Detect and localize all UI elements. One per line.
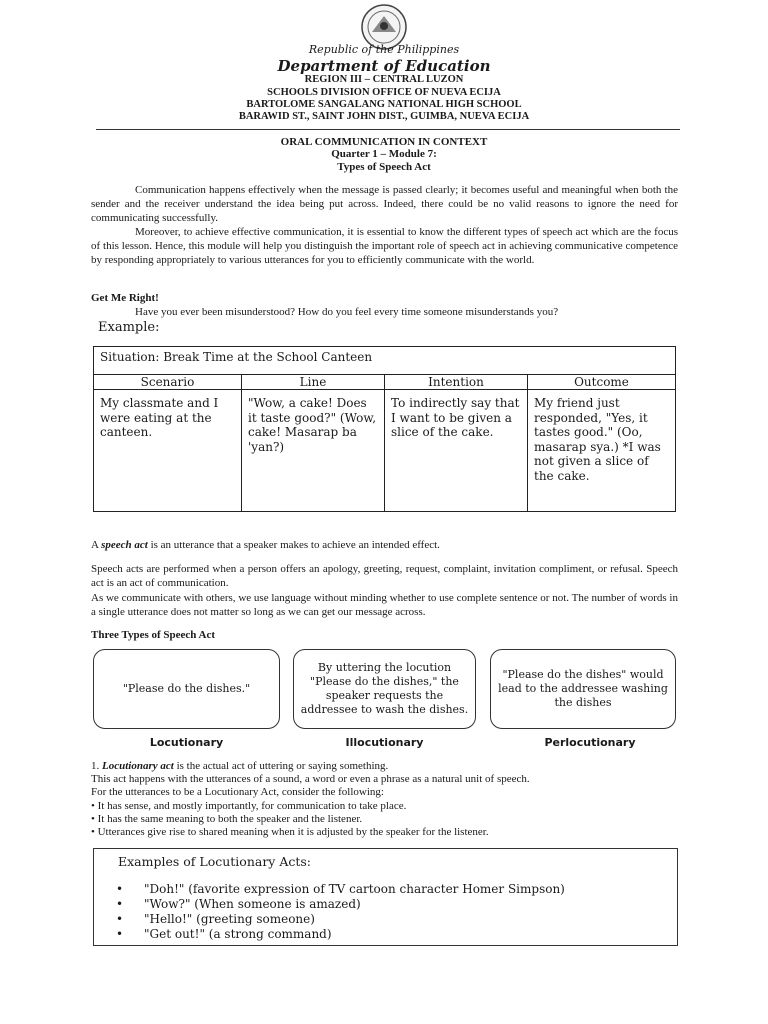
division-line: SCHOOLS DIVISION OFFICE OF NUEVA ECIJA	[267, 87, 501, 98]
table-cell-scenario: My classmate and I were eating at the canteen.	[94, 390, 242, 512]
list-item: • "Get out!" (a strong command)	[116, 927, 332, 941]
perlocutionary-card: "Please do the dishes" would lead to the addressee washing the dishes	[490, 649, 676, 729]
examples-list	[116, 882, 565, 942]
table-header-outcome: Outcome	[528, 375, 676, 390]
table-cell-outcome: My friend just responded, "Yes, it tastes good." (Oo, masarap sya.) *I was not given a slice of the cake.	[528, 390, 676, 512]
locutionary-section	[91, 760, 691, 839]
locutionary-line-3: For the utterances to be a Locutionary Act, consider the following:	[91, 786, 384, 799]
intro-paragraph-2: Moreover, to achieve effective communication, it is essential to know the different types of speech act which are the focus of this lesson. Hence, this module will help you distinguish the important role of speech act in achieving communicative competence by responding appropriately to various utterances for you to efficiently communicate with the world.	[91, 226, 678, 267]
section-heading-get-me-right: Get Me Right!	[91, 292, 159, 304]
speech-act-definition: A speech act is an utterance that a speaker makes to achieve an intended effect.	[91, 539, 440, 551]
locutionary-line-2: This act happens with the utterances of a sound, a word or even a phrase as a natural unit of speech.	[91, 773, 530, 786]
address-line: BARAWID ST., SAINT JOHN DIST., GUIMBA, NUEVA ECIJA	[238, 111, 530, 122]
examples-title: Examples of Locutionary Acts:	[118, 854, 312, 869]
illocutionary-card: By uttering the locution "Please do the dishes," the speaker requests the addressee to wash the dishes.	[293, 649, 476, 729]
table-cell-intention: To indirectly say that I want to be given a slice of the cake.	[385, 390, 528, 512]
school-line: BARTOLOME SANGALANG NATIONAL HIGH SCHOOL	[246, 99, 522, 110]
table-caption: Situation: Break Time at the School Canteen	[94, 347, 676, 375]
locutionary-term: Locutionary act	[102, 760, 174, 772]
table-header-intention: Intention	[385, 375, 528, 390]
subject-title: ORAL COMMUNICATION IN CONTEXT	[280, 136, 488, 148]
examples-box	[93, 848, 678, 946]
region-line: REGION III – CENTRAL LUZON	[304, 74, 464, 85]
list-item: • "Wow?" (When someone is amazed)	[116, 897, 361, 911]
intro-paragraph-1: Communication happens effectively when the message is passed clearly; it becomes useful and meaningful when both the sender and the receiver understand the idea being put across. Indeed, there could be no valid reasons to ignore the need for communicating successfully.	[91, 184, 678, 225]
locutionary-definition: 1. Locutionary act is the actual act of uttering or saying something.	[91, 760, 389, 772]
list-item: • Utterances give rise to shared meaning when it is adjusted by the speaker for the listener.	[91, 826, 489, 839]
three-types-heading: Three Types of Speech Act	[91, 629, 216, 641]
list-item: • It has sense, and mostly importantly, for communication to take place.	[91, 799, 407, 812]
list-item: • "Doh!" (favorite expression of TV cartoon character Homer Simpson)	[116, 882, 565, 896]
topic-title: Types of Speech Act	[337, 161, 431, 173]
table-header-line: Line	[242, 375, 385, 390]
speech-acts-paragraph-1: Speech acts are performed when a person offers an apology, greeting, request, complaint, invitation compliment, or refusal. Speech act is an act of communication.	[91, 563, 678, 590]
table-cell-line: "Wow, a cake! Does it taste good?" (Wow, cake! Masarap ba 'yan?)	[242, 390, 385, 512]
illocutionary-label: Illocutionary	[345, 736, 424, 749]
example-label: Example:	[98, 320, 160, 335]
locutionary-card: "Please do the dishes."	[93, 649, 280, 729]
situation-table	[93, 346, 676, 512]
list-item: • It has the same meaning to both the speaker and the listener.	[91, 812, 363, 825]
perlocutionary-label: Perlocutionary	[544, 736, 636, 749]
table-header-scenario: Scenario	[94, 375, 242, 390]
list-item: • "Hello!" (greeting someone)	[116, 912, 315, 926]
header-divider	[96, 129, 680, 130]
republic-line: Republic of the Philippines	[308, 43, 460, 56]
module-title: Quarter 1 – Module 7:	[331, 148, 437, 160]
speech-act-term: speech act	[101, 539, 148, 551]
locutionary-label: Locutionary	[149, 736, 224, 749]
department-title: Department of Education	[277, 57, 491, 75]
speech-acts-paragraph-2: As we communicate with others, we use language without minding whether to use complete sentence or not. The number of words in a single utterance does not matter so long as we can get our message across.	[91, 592, 678, 619]
question-text: Have you ever been misunderstood? How do you feel every time someone misunderstands you?	[135, 306, 559, 318]
